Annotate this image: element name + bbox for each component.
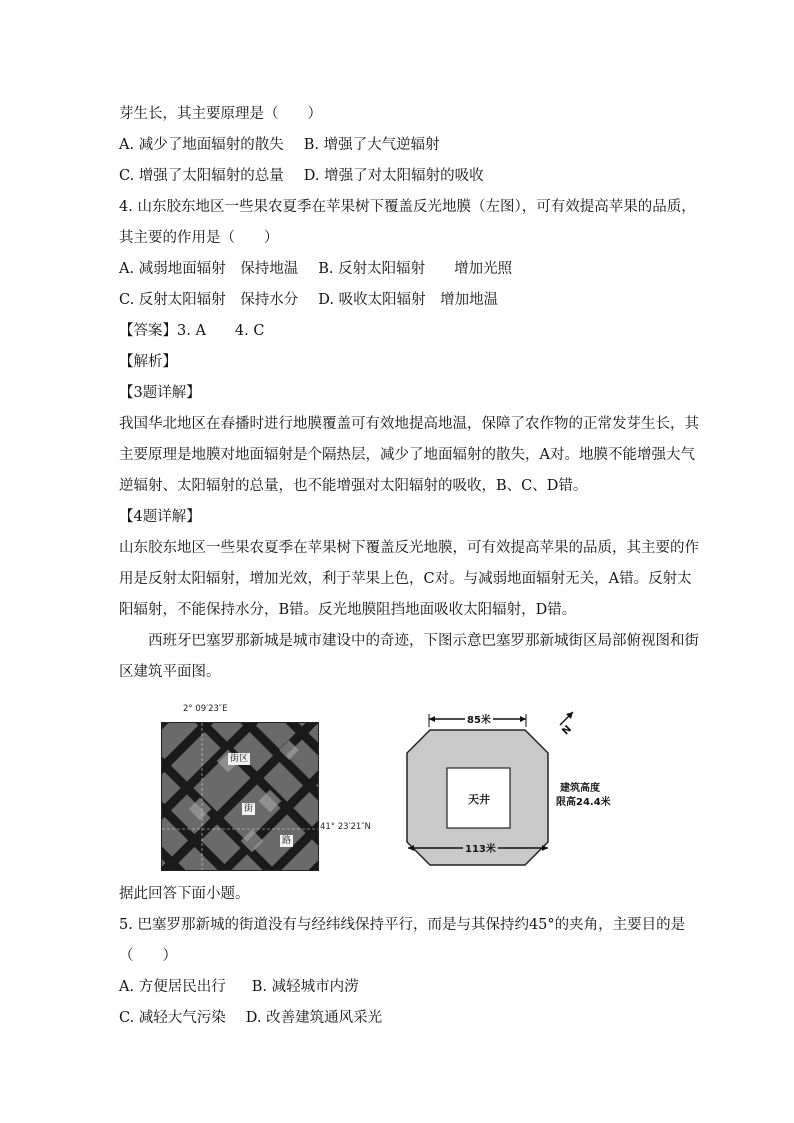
bottom-width-label: 113米 [463,840,498,855]
q3-options-ab [119,135,440,155]
aerial-photo [161,722,319,871]
q5-option-b: B. 减轻城市内涝 [251,979,359,995]
street-label: 街 [244,804,254,814]
q4-detail-heading: 【4题详解】 [119,509,201,525]
q3-stem-end: 芽生长，其主要原理是（ ） [119,106,322,122]
aerial-photo-graphic [162,723,318,870]
q3-option-d: D. 增强了对太阳辐射的吸收 [303,168,484,184]
q3-option-b: B. 增强了大气逆辐射 [303,137,440,153]
q3-option-a: A. 减少了地面辐射的散失 [119,137,284,153]
q4-stem-line-2: 其主要的作用是（ ） [119,230,279,246]
block-label: 街区 [230,754,249,764]
q3-detail-line-2: 主要原理是地膜对地面辐射是个隔热层，减少了地面辐射的散失，A对。地膜不能增强大气 [119,447,695,463]
q4-detail-line-1: 山东胶东地区一些果农夏季在苹果树下覆盖反光地膜，可有效提高苹果的品质，其主要的作 [119,540,699,556]
q5-options-cd [119,1008,382,1028]
q5-option-c: C. 减轻大气污染 [119,1010,226,1026]
analysis-heading: 【解析】 [119,354,177,370]
height-note-line-1: 建筑高度 [560,783,600,794]
q5-options-ab [119,977,359,997]
q4-options-ab [119,259,512,279]
q4-options-cd [119,290,498,310]
q4-stem-line-1: 4. 山东胶东地区一些果农夏季在苹果树下覆盖反光地膜（左图），可有效提高苹果的品质， [119,199,696,215]
courtyard-label: 天井 [468,793,490,806]
q4-detail-line-2: 用是反射太阳辐射，增加光效，利于苹果上色，C对。与减弱地面辐射无关，A错。反射太 [119,571,692,587]
instruction-line: 据此回答下面小题。 [119,886,250,902]
q4-detail-line-3: 阳辐射，不能保持水分，B错。反光地膜阻挡地面吸收太阳辐射，D错。 [119,602,577,618]
q3-option-c: C. 增强了太阳辐射的总量 [119,168,284,184]
latitude-label: 41° 23′21″N [320,822,371,832]
q4-option-a: A. 减弱地面辐射 保持地温 [119,261,299,277]
q3-options-cd [119,166,484,186]
q4-option-d: D. 吸收太阳辐射 增加地温 [318,292,499,308]
intro-line-1: 西班牙巴塞罗那新城是城市建设中的奇迹，下图示意巴塞罗那新城街区局部俯视图和街 [148,633,699,649]
q4-option-b: B. 反射太阳辐射 增加光照 [318,261,513,277]
building-plan [405,705,615,875]
north-arrow-label: N [560,723,575,738]
q5-stem-line-1: 5. 巴塞罗那新城的街道没有与经纬线保持平行，而是与其保持约45°的夹角，主要目的是 [119,917,686,933]
intro-line-2: 区建筑平面图。 [119,664,221,680]
q3-detail-line-1: 我国华北地区在春播时进行地膜覆盖可有效地提高地温，保障了农作物的正常发芽生长，其 [119,416,699,432]
longitude-label: 2° 09′23″E [183,704,228,714]
q3-detail-line-3: 逆辐射、太阳辐射的总量，也不能增强对太阳辐射的吸收，B、C、D错。 [119,478,588,494]
q5-stem-line-2: （ ） [119,948,177,964]
q5-option-d: D. 改善建筑通风采光 [245,1010,383,1026]
q5-option-a: A. 方便居民出行 [119,979,226,995]
height-note-line-2: 限高24.4米 [556,797,611,808]
q4-option-c: C. 反射太阳辐射 保持水分 [119,292,299,308]
q3-detail-heading: 【3题详解】 [119,385,201,401]
answer-line: 【答案】3. A 4. C [119,323,265,339]
top-width-label: 85米 [465,711,493,726]
road-label: 路 [282,836,292,846]
